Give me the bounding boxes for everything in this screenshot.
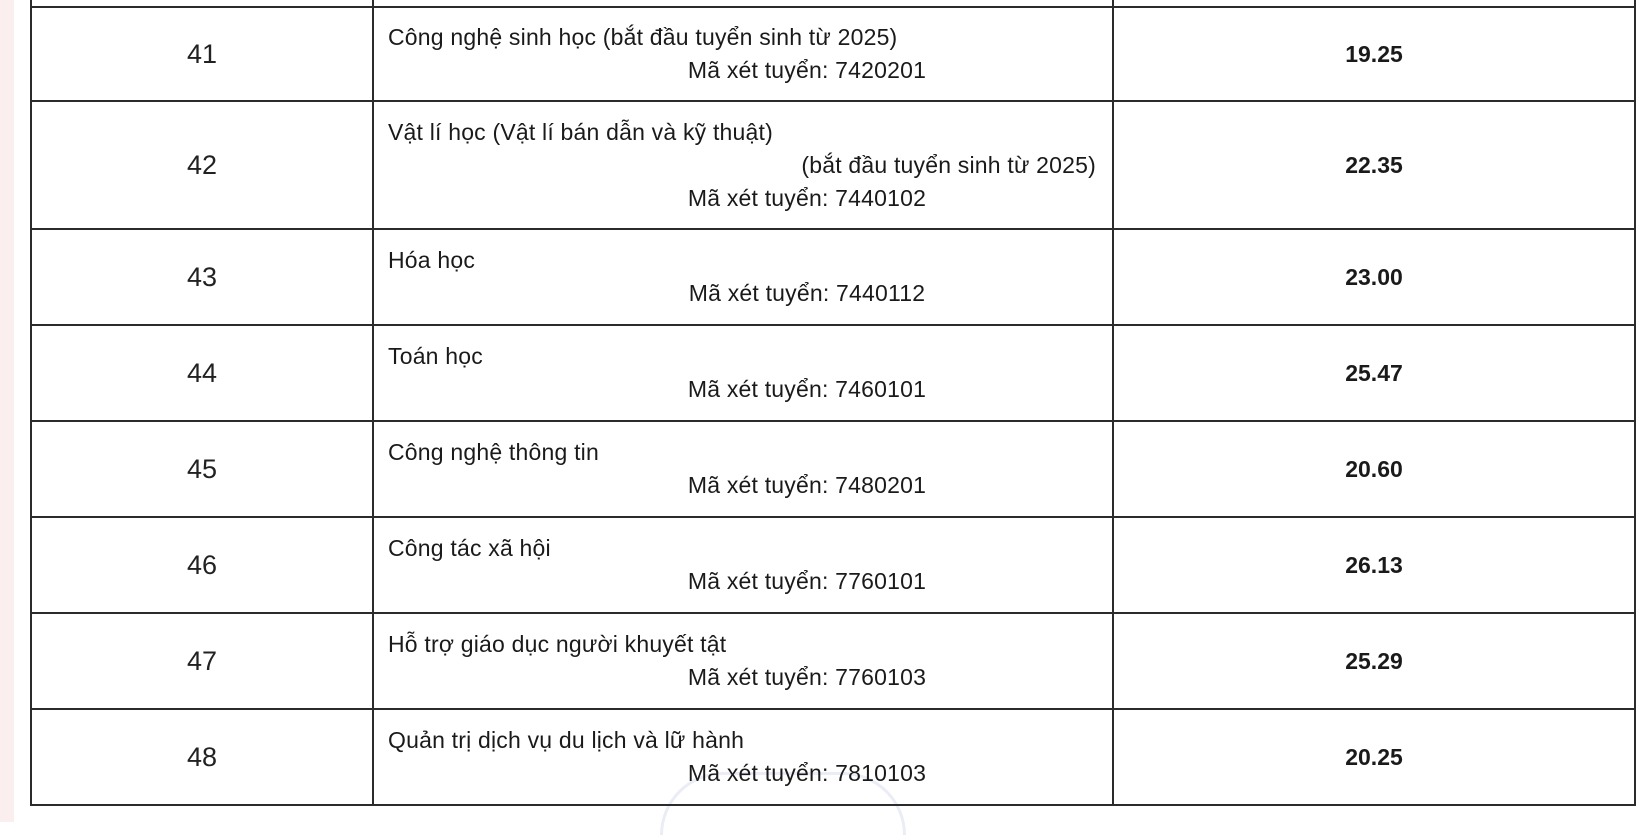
page-edge-strip	[0, 0, 14, 822]
major-cell	[373, 517, 1113, 613]
major-name: Công nghệ sinh học (bắt đầu tuyển sinh từ 2025)	[388, 24, 898, 50]
major-code: Mã xét tuyển: 7440102	[687, 184, 927, 211]
row-number: 41	[31, 7, 373, 101]
row-number: 46	[31, 517, 373, 613]
major-name: Công nghệ thông tin	[388, 439, 599, 465]
major-code: Mã xét tuyển: 7460101	[687, 376, 927, 402]
table-row	[31, 101, 1635, 229]
major-code: Mã xét tuyển: 7760103	[687, 664, 927, 690]
cutoff-score: 22.35	[1113, 101, 1635, 229]
score-table	[30, 0, 1636, 806]
major-cell	[373, 421, 1113, 517]
row-number: 45	[31, 421, 373, 517]
cutoff-score: 25.29	[1113, 613, 1635, 709]
major-name: Công tác xã hội	[388, 535, 551, 561]
major-name: Hỗ trợ giáo dục người khuyết tật	[388, 631, 727, 657]
major-name-note: (bắt đầu tuyển sinh từ 2025)	[801, 151, 1096, 178]
admission-score-table	[30, 0, 1634, 806]
table-row	[31, 421, 1635, 517]
table-row	[31, 709, 1635, 805]
major-code: Mã xét tuyển: 7440112	[688, 280, 926, 306]
table-row	[31, 7, 1635, 101]
cutoff-score: 20.60	[1113, 421, 1635, 517]
major-cell	[373, 101, 1113, 229]
cutoff-score: 19.25	[1113, 7, 1635, 101]
row-number: 43	[31, 229, 373, 325]
row-number: 47	[31, 613, 373, 709]
cutoff-score: 26.13	[1113, 517, 1635, 613]
major-code: Mã xét tuyển: 7760101	[687, 568, 927, 594]
cutoff-score: 20.25	[1113, 709, 1635, 805]
major-code: Mã xét tuyển: 7480201	[687, 472, 927, 498]
row-number: 48	[31, 709, 373, 805]
major-name: Hóa học	[388, 247, 476, 273]
major-code: Mã xét tuyển: 7810103	[687, 760, 927, 786]
table-row-top-edge	[31, 0, 1635, 7]
table-row	[31, 229, 1635, 325]
major-cell	[373, 613, 1113, 709]
cutoff-score: 25.47	[1113, 325, 1635, 421]
table-row	[31, 613, 1635, 709]
major-cell	[373, 709, 1113, 805]
major-cell	[373, 325, 1113, 421]
major-name: Vật lí học (Vật lí bán dẫn và kỹ thuật)	[388, 118, 773, 145]
table-row	[31, 325, 1635, 421]
table-row	[31, 517, 1635, 613]
major-name: Quản trị dịch vụ du lịch và lữ hành	[388, 727, 745, 753]
major-code: Mã xét tuyển: 7420201	[687, 57, 927, 83]
major-cell	[373, 229, 1113, 325]
row-number: 42	[31, 101, 373, 229]
row-number: 44	[31, 325, 373, 421]
major-cell	[373, 7, 1113, 101]
major-name: Toán học	[388, 343, 483, 369]
cutoff-score: 23.00	[1113, 229, 1635, 325]
